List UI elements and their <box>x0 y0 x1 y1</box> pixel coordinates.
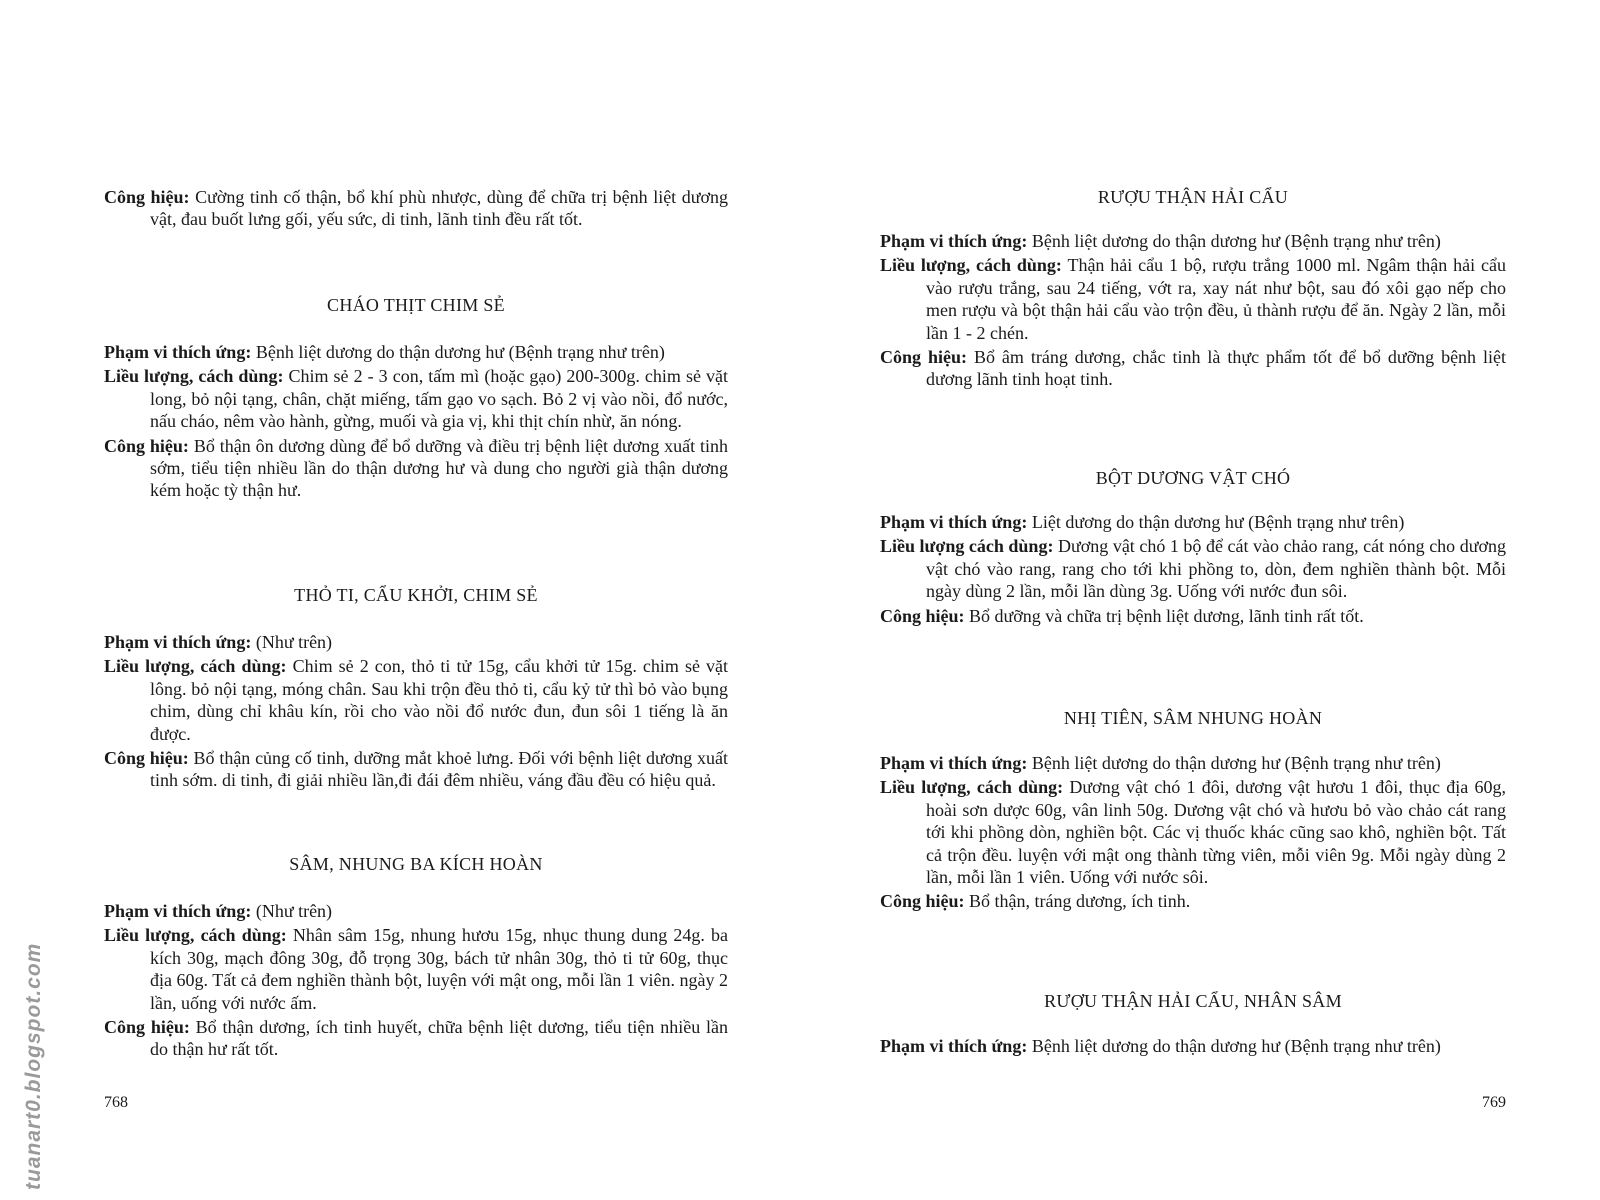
entry-text: Bổ âm tráng dương, chắc tinh là thực phẩm tốt để bổ dưỡng bệnh liệt dương lãnh tinh hoạt tinh. <box>926 347 1507 390</box>
recipe-section <box>880 990 1506 1012</box>
entry-text: Dương vật chó 1 bộ để cát vào chảo rang, cát nóng cho dương vật chó vào rang, rang cho tới khi phồng to, dòn, đem nghiền thành bột. Mỗi ngày dùng 2 lần, mỗi lần dùng 3g. Uống với nước đun sôi. <box>926 536 1506 602</box>
section-heading: NHỊ TIÊN, SÂM NHUNG HOÀN <box>1063 708 1323 728</box>
recipe-entries <box>880 752 1506 915</box>
entry-text: Bệnh liệt dương do thận dương hư (Bệnh trạng như trên) <box>251 342 665 362</box>
entry-text: Bổ dưỡng và chữa trị bệnh liệt dương, lãnh tinh rất tốt. <box>964 605 1364 626</box>
recipe-section <box>880 186 1506 208</box>
recipe-entries <box>880 511 1506 629</box>
section-heading: RƯỢU THẬN HẢI CẨU <box>1097 187 1289 207</box>
entry-label: Công hiệu: <box>104 1017 190 1038</box>
page-number: 768 <box>104 1094 128 1111</box>
entry-label: Liều lượng, cách dùng: <box>104 366 284 387</box>
recipe-entries <box>104 631 728 794</box>
entry-dosage <box>880 776 1506 888</box>
entry-label: Công hiệu: <box>880 605 965 626</box>
entry-text: Bệnh liệt dương do thận dương hư (Bệnh trạng như trên) <box>1027 231 1441 251</box>
entry-label: Liều lượng, cách dùng: <box>104 925 287 946</box>
recipe-section <box>880 467 1506 489</box>
entry-label: Liều lượng, cách dùng: <box>880 255 1062 276</box>
entry-label: Phạm vi thích ứng: <box>880 753 1028 773</box>
entry-text: (Như trên) <box>251 901 333 921</box>
entry-effect <box>104 435 728 502</box>
entry-text: Bổ thận, tráng dương, ích tinh. <box>964 891 1191 912</box>
entry-label: Phạm vi thích ứng: <box>104 342 252 362</box>
entry-label: Phạm vi thích ứng: <box>880 512 1028 532</box>
recipe-section <box>104 853 728 875</box>
entry-text: Bệnh liệt dương do thận dương hư (Bệnh trạng như trên) <box>1027 1036 1441 1056</box>
entry-label: Công hiệu: <box>880 891 965 912</box>
entry-effect <box>880 346 1506 391</box>
recipe-entries <box>104 900 728 1063</box>
entry-effect <box>104 1016 728 1061</box>
entry-text: Cường tinh cố thận, bổ khí phù nhược, dùng để chữa trị bệnh liệt dương vật, đau buốt lưng gối, yếu sức, di tinh, lãnh tinh đều rất tốt. <box>150 187 728 230</box>
entry-scope <box>880 511 1506 533</box>
entry-text: Dương vật chó 1 đôi, dương vật hươu 1 đôi, thục địa 60g, hoài sơn dược 60g, vân linh 50g. Dương vật chó và hươu bỏ vào chảo cát rang tới khi phồng dòn, nghiền bột. Các vị thuốc khác cũng sao khô, nghiền bột. Tất cả trộn đều. luyện với mật ong thành từng viên, mỗi viên 9g. Mỗi ngày dùng 2 lần, mỗi lần 1 viên. Uống với nước sôi. <box>926 777 1506 888</box>
section-heading: BỘT DƯƠNG VẬT CHÓ <box>1095 468 1291 488</box>
entry-text: Chim sẻ 2 con, thỏ ti tử 15g, cẩu khởi tử 15g. chim sẻ vặt lông. bỏ nội tạng, móng chân. Sau khi trộn đều thỏ ti, cẩu kỷ tử thì bỏ vào bụng chim, dùng chỉ khâu kín, rồi cho vào nồi đổ nước đun, đun sôi 1 tiếng là ăn được. <box>150 656 728 744</box>
entry-scope <box>104 341 728 363</box>
entry-effect <box>104 747 728 792</box>
entry-text: Thận hải cẩu 1 bộ, rượu trắng 1000 ml. Ngâm thận hải cẩu vào rượu trắng, sau 24 tiếng, vớt ra, xay nát như bột, sau đó xôi gạo nếp cho men rượu và bột thận hải cẩu vào trộn đều, ủ thành rượu để ăn. Ngày 2 lần, mỗi lần 1 - 2 chén. <box>926 255 1506 343</box>
recipe-section <box>104 584 728 606</box>
recipe-section <box>880 707 1506 729</box>
recipe-section <box>104 294 728 316</box>
entry-label: Liều lượng, cách dùng: <box>880 777 1064 798</box>
entry-scope <box>104 631 728 653</box>
entry-label: Phạm vi thích ứng: <box>880 231 1028 251</box>
entry-label: Công hiệu: <box>104 748 189 769</box>
entry-scope <box>880 1035 1506 1057</box>
entry-label: Công hiệu: <box>104 435 189 456</box>
entry-label: Phạm vi thích ứng: <box>880 1036 1028 1056</box>
entry-label: Công hiệu: <box>880 347 967 368</box>
section-heading: RƯỢU THẬN HẢI CẨU, NHÂN SÂM <box>1044 991 1342 1011</box>
entry-dosage <box>104 365 728 432</box>
recipe-entries <box>880 230 1506 393</box>
recipe-entries <box>104 341 728 504</box>
entry-effect <box>880 605 1506 627</box>
page-number: 769 <box>1482 1094 1506 1111</box>
entry-label: Công hiệu: <box>104 187 190 207</box>
entry-scope <box>880 752 1506 774</box>
entry-label: Liều lượng, cách dùng: <box>104 656 287 677</box>
entry-dosage <box>880 535 1506 602</box>
entry-text: Chim sẻ 2 - 3 con, tấm mì (hoặc gạo) 200-300g. chim sẻ vặt long, bỏ nội tạng, chân, chặt miếng, tấm gạo vo sạch. Bỏ 2 vị vào nồi, đổ nước, nấu cháo, nêm vào hành, gừng, muối và gia vị, khi thịt chín nhừ, ăn nóng. <box>150 366 729 432</box>
entry-text: Liệt dương do thận dương hư (Bệnh trạng như trên) <box>1027 512 1405 532</box>
entry-effect <box>880 890 1506 912</box>
entry-dosage <box>104 924 728 1014</box>
entry-dosage <box>104 655 728 745</box>
entry-effect <box>104 186 728 231</box>
intro-block <box>104 186 728 233</box>
section-heading: CHÁO THỊT CHIM SẺ <box>327 295 505 315</box>
recipe-entries <box>880 1035 1506 1059</box>
entry-label: Phạm vi thích ứng: <box>104 632 252 652</box>
entry-scope <box>104 900 728 922</box>
entry-text: (Như trên) <box>251 632 333 652</box>
entry-label: Phạm vi thích ứng: <box>104 901 252 921</box>
entry-scope <box>880 230 1506 252</box>
watermark: tuanart0.blogspot.com <box>22 942 45 1190</box>
entry-dosage <box>880 254 1506 344</box>
section-heading: THỎ TI, CẨU KHỞI, CHIM SẺ <box>294 585 538 605</box>
entry-label: Liều lượng cách dùng: <box>880 536 1054 557</box>
entry-text: Bệnh liệt dương do thận dương hư (Bệnh trạng như trên) <box>1027 753 1441 773</box>
entry-text: Bổ thận củng cố tinh, dưỡng mắt khoẻ lưng. Đối với bệnh liệt dương xuất tinh sớm. di tinh, đi giải nhiều lần,đi đái đêm nhiều, váng đầu đều có hiệu quả. <box>150 748 728 791</box>
entry-text: Bổ thận ôn dương dùng để bổ dưỡng và điều trị bệnh liệt dương xuất tinh sớm, tiểu tiện nhiều lần do thận dương hư và dung cho người già thận dương kém hoặc tỳ thận hư. <box>150 435 729 501</box>
entry-text: Bổ thận dương, ích tinh huyết, chữa bệnh liệt dương, tiểu tiện nhiều lần do thận hư rất tốt. <box>150 1017 728 1060</box>
entry-text: Nhân sâm 15g, nhung hươu 15g, nhục thung dung 24g. ba kích 30g, mạch đông 30g, đỗ trọng 30g, bách tử nhân 30g, thỏ ti tử 60g, thục địa 60g. Tất cả đem nghiền thành bột, luyện với mật ong, mỗi lần 1 viên. ngày 2 lần, uống với nước ấm. <box>150 925 728 1013</box>
section-heading: SÂM, NHUNG BA KÍCH HOÀN <box>289 854 543 874</box>
